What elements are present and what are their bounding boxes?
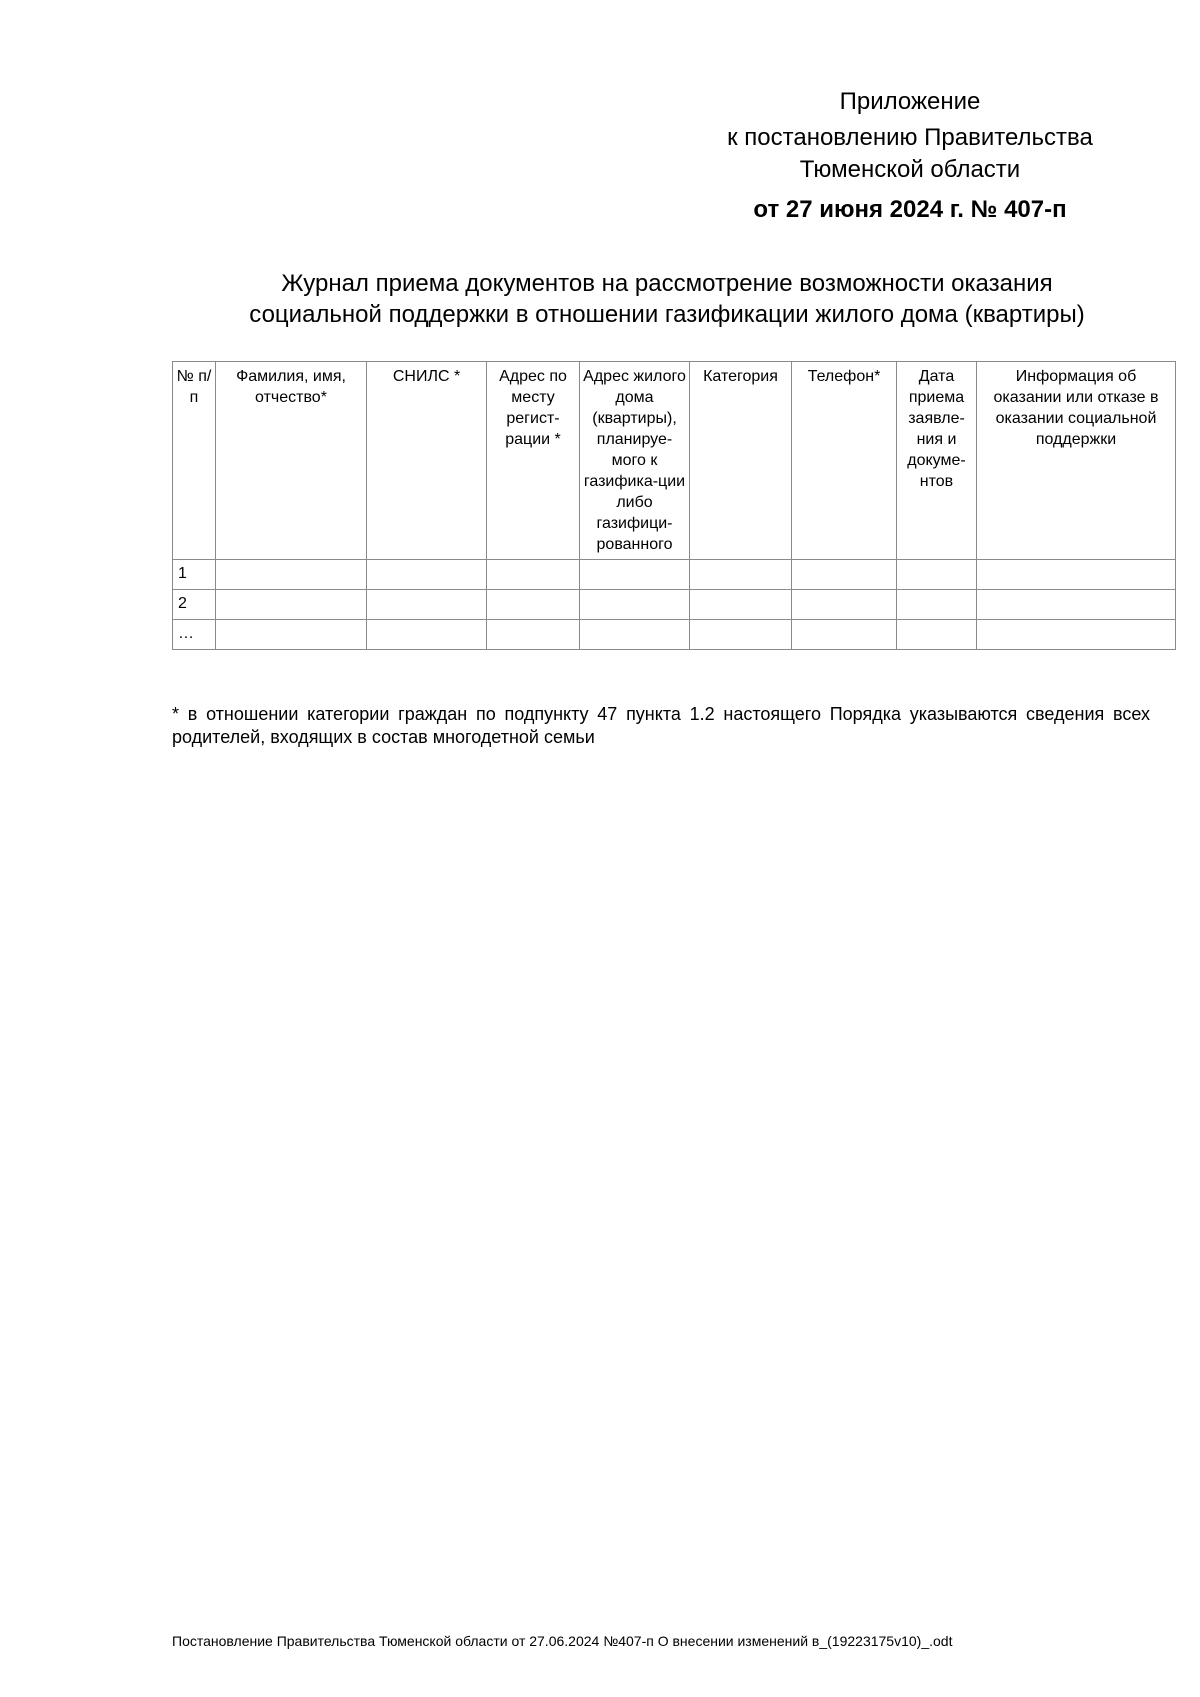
table-row [173, 590, 1176, 620]
column-header-support-decision: Информация об оказании или отказе в оказании социальной поддержки [977, 362, 1176, 560]
decree-date: от 27 июня 2024 г. № 407-п [753, 196, 1067, 223]
appendix-block [680, 86, 1140, 226]
table-cell [792, 560, 897, 590]
table-cell [897, 560, 977, 590]
table-cell [487, 590, 580, 620]
column-header-full-name: Фамилия, имя, отчество* [216, 362, 367, 560]
table-cell [690, 620, 792, 650]
table-cell [690, 560, 792, 590]
table-cell: 1 [173, 560, 216, 590]
table-cell [216, 560, 367, 590]
table-cell: … [173, 620, 216, 650]
column-header-application-date: Дата приема заявле-ния и докуме-нтов [897, 362, 977, 560]
table-cell [487, 560, 580, 590]
table-cell [580, 560, 690, 590]
column-header-snils: СНИЛС * [367, 362, 487, 560]
column-header-number: № п/п [173, 362, 216, 560]
appendix-line-1: к постановлению Правительства [727, 124, 1093, 151]
journal-table [172, 361, 1176, 650]
table-row [173, 560, 1176, 590]
column-header-house-address: Адрес жилого дома (квартиры), планируе-мого к газифика-ции либо газифици-рованного [580, 362, 690, 560]
table-cell: 2 [173, 590, 216, 620]
table-cell [690, 590, 792, 620]
table-cell [367, 620, 487, 650]
table-cell [792, 590, 897, 620]
table-cell [580, 590, 690, 620]
table-cell [487, 620, 580, 650]
table-cell [216, 620, 367, 650]
appendix-title: Приложение [839, 88, 981, 115]
column-header-category: Категория [690, 362, 792, 560]
table-cell [977, 590, 1176, 620]
column-header-phone: Телефон* [792, 362, 897, 560]
table-cell [367, 590, 487, 620]
table-header-row [173, 362, 1176, 560]
page-footer: Постановление Правительства Тюменской области от 27.06.2024 №407-п О внесении изменений в_(19223175v10)_.odt [172, 1633, 953, 1649]
table-cell [897, 620, 977, 650]
table-cell [977, 560, 1176, 590]
appendix-line-2: Тюменской области [799, 156, 1021, 183]
document-title [150, 268, 1184, 330]
document-title-line-1: Журнал приема документов на рассмотрение возможности оказания [281, 270, 1053, 297]
table-row [173, 620, 1176, 650]
table-cell [367, 560, 487, 590]
table-cell [897, 590, 977, 620]
document-title-line-2: социальной поддержки в отношении газификации жилого дома (квартиры) [249, 301, 1085, 328]
table-cell [216, 590, 367, 620]
column-header-registration-address: Адрес по месту регист-рации * [487, 362, 580, 560]
footnote: * в отношении категории граждан по подпункту 47 пункта 1.2 настоящего Порядка указываются сведения всех родителей, входящих в состав многодетной семьи [172, 704, 1150, 747]
table-cell [792, 620, 897, 650]
table-cell [977, 620, 1176, 650]
table-cell [580, 620, 690, 650]
